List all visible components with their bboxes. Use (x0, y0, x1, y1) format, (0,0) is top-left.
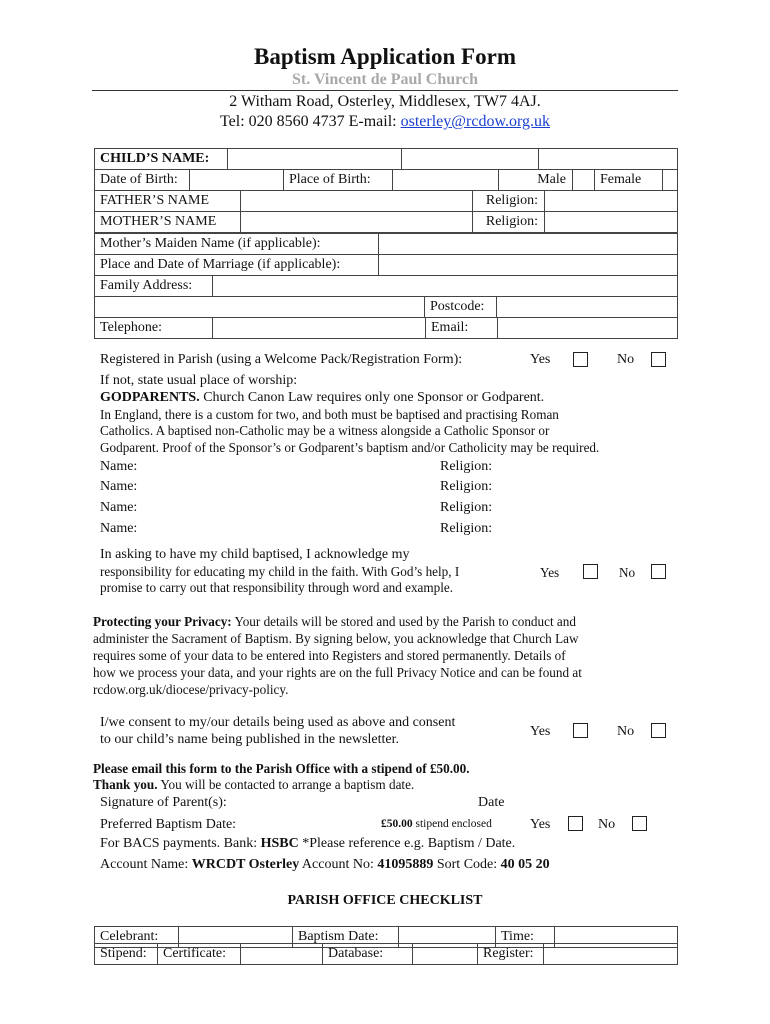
thank-you: Thank you. (93, 777, 158, 792)
godparent-religion-label: Religion: (440, 521, 493, 536)
father-religion-label: Religion: (473, 191, 545, 212)
sort-code-label: Sort Code: (433, 857, 501, 872)
female-label: Female (595, 170, 663, 191)
childs-name-label: CHILD’S NAME: (95, 149, 228, 170)
male-checkbox[interactable] (573, 170, 595, 191)
usual-worship-label: If not, state usual place of worship: (100, 373, 298, 388)
account-name: WRCDT Osterley (191, 857, 300, 872)
mother-religion-field[interactable] (545, 212, 678, 233)
privacy-line2: administer the Sacrament of Baptism. By signing below, you acknowledge that Church Law (93, 631, 579, 646)
database-label: Database: (323, 944, 413, 965)
email-label: Email: (426, 318, 498, 339)
mother-religion-label: Religion: (473, 212, 545, 233)
register-field[interactable] (544, 944, 678, 965)
privacy-text: Your details will be stored and used by the Parish to conduct and (231, 614, 576, 629)
celebrant-label: Celebrant: (95, 927, 179, 948)
postcode-field[interactable] (497, 297, 678, 318)
certificate-field[interactable] (241, 944, 323, 965)
telephone-row (94, 317, 678, 339)
dob-field[interactable] (190, 170, 284, 191)
mother-row (94, 211, 678, 233)
sort-code: 40 05 20 (500, 857, 550, 872)
consent-yes-checkbox[interactable] (573, 723, 588, 738)
birth-row (94, 169, 678, 191)
acknowledge-line2: responsibility for educating my child in the faith. With God’s help, I (100, 564, 460, 579)
family-address-label: Family Address: (95, 276, 213, 297)
privacy-line5: rcdow.org.uk/diocese/privacy-policy. (93, 682, 289, 697)
privacy-line4: how we process your data, and your rights are on the full Privacy Notice and can be found at (93, 665, 582, 680)
marriage-label: Place and Date of Marriage (if applicable): (95, 255, 379, 276)
acknowledge-yes-checkbox[interactable] (583, 564, 598, 579)
church-name: St. Vincent de Paul Church (292, 71, 478, 88)
father-religion-field[interactable] (545, 191, 678, 212)
stipend-yes-label: Yes (530, 817, 551, 832)
stipend-text: stipend enclosed (412, 818, 492, 830)
godparent-religion-label: Religion: (440, 479, 493, 494)
marriage-row (94, 254, 678, 276)
marriage-field[interactable] (379, 255, 678, 276)
stipend-yes-checkbox[interactable] (568, 816, 583, 831)
account-line (100, 857, 550, 873)
godparent-name-label: Name: (100, 459, 138, 474)
acknowledge-no-checkbox[interactable] (651, 564, 666, 579)
godparents-intro (100, 390, 544, 406)
fathers-name-field[interactable] (241, 191, 473, 212)
pob-field[interactable] (393, 170, 499, 191)
fathers-name-label: FATHER’S NAME (95, 191, 241, 212)
bacs-prefix: For BACS payments. Bank: (100, 836, 261, 851)
consent-line2: to our child’s name being published in the newsletter. (100, 732, 399, 747)
mothers-name-label: MOTHER’S NAME (95, 212, 241, 233)
stipend-amount: £50.00 (381, 818, 413, 830)
account-no-label: Account No: (299, 857, 378, 872)
registered-question: Registered in Parish (using a Welcome Pack/Registration Form): (100, 352, 463, 367)
contact-phone: Tel: 020 8560 4737 E-mail: (219, 113, 401, 130)
acknowledge-no-label: No (619, 565, 636, 580)
church-address: 2 Witham Road, Osterley, Middlesex, TW7 4AJ. (229, 93, 541, 110)
father-row (94, 190, 678, 212)
childs-name-field-2[interactable] (402, 149, 539, 170)
account-name-label: Account Name: (100, 857, 192, 872)
date-label: Date (478, 795, 505, 810)
female-checkbox[interactable] (663, 170, 678, 191)
privacy-heading: Protecting your Privacy: (93, 614, 232, 629)
telephone-field[interactable] (213, 318, 426, 339)
privacy-line1 (93, 614, 576, 630)
stipend-enclosed (381, 818, 492, 830)
registered-no-label: No (617, 352, 635, 367)
header-divider (92, 90, 678, 91)
maiden-name-label: Mother’s Maiden Name (if applicable): (95, 234, 379, 255)
church-contact (0, 113, 770, 131)
consent-yes-label: Yes (530, 724, 551, 739)
godparents-line4: Godparent. Proof of the Sponsor’s or Godparent’s baptism and/or Catholicity may be required. (100, 440, 600, 455)
bacs-line (100, 836, 515, 852)
childs-name-field[interactable] (228, 149, 402, 170)
address-continued-field[interactable] (95, 297, 425, 318)
checklist-row-2 (94, 943, 678, 965)
male-label: Male (499, 170, 573, 191)
preferred-date-label: Preferred Baptism Date: (100, 817, 237, 832)
stipend-no-checkbox[interactable] (632, 816, 647, 831)
certificate-label: Certificate: (158, 944, 241, 965)
godparents-line2: In England, there is a custom for two, and both must be baptised and practising Roman (100, 407, 559, 422)
signature-label: Signature of Parent(s): (100, 795, 227, 810)
form-title: Baptism Application Form (254, 44, 516, 69)
registered-yes-label: Yes (530, 352, 551, 367)
godparents-line3: Catholics. A baptised non-Catholic may be a witness alongside a Catholic Sponsor or (100, 423, 550, 438)
maiden-name-field[interactable] (379, 234, 678, 255)
email-instruction: Please email this form to the Parish Office with a stipend of £50.00. (93, 761, 470, 776)
mothers-name-field[interactable] (241, 212, 473, 233)
thank-you-text: You will be contacted to arrange a baptism date. (157, 777, 415, 792)
godparent-name-label: Name: (100, 479, 138, 494)
acknowledge-line1: In asking to have my child baptised, I acknowledge my (100, 547, 410, 562)
godparents-heading: GODPARENTS. (100, 390, 200, 405)
godparent-religion-label: Religion: (440, 459, 493, 474)
bank-name: HSBC (260, 836, 299, 851)
postcode-row (94, 296, 678, 318)
consent-no-label: No (617, 724, 635, 739)
maiden-row (94, 233, 678, 255)
postcode-label: Postcode: (425, 297, 497, 318)
privacy-line3: requires some of your data to be entered into Registers and stored permanently. Details of (93, 648, 566, 663)
godparents-line1: Church Canon Law requires only one Sponsor or Godparent. (199, 390, 545, 405)
consent-line1: I/we consent to my/our details being used as above and consent (100, 715, 456, 730)
telephone-label: Telephone: (95, 318, 213, 339)
address-row (94, 275, 678, 297)
godparent-name-label: Name: (100, 500, 138, 515)
godparent-religion-label: Religion: (440, 500, 493, 515)
register-label: Register: (478, 944, 544, 965)
dob-label: Date of Birth: (95, 170, 190, 191)
stipend-no-label: No (598, 817, 616, 832)
child-details-table (94, 148, 678, 170)
thank-you-line (93, 777, 414, 793)
acknowledge-yes-label: Yes (540, 565, 560, 580)
bacs-reference: *Please reference e.g. Baptism / Date. (298, 836, 516, 851)
consent-no-checkbox[interactable] (651, 723, 666, 738)
account-no: 41095889 (377, 857, 434, 872)
pob-label: Place of Birth: (284, 170, 393, 191)
email-field[interactable] (498, 318, 678, 339)
childs-name-field-3[interactable] (539, 149, 678, 170)
baptism-date-label: Baptism Date: (293, 927, 399, 948)
registered-no-checkbox[interactable] (651, 352, 666, 367)
email-link[interactable]: osterley@rcdow.org.uk (400, 113, 550, 130)
godparent-name-label: Name: (100, 521, 138, 536)
checklist-title: PARISH OFFICE CHECKLIST (287, 893, 483, 908)
database-field[interactable] (413, 944, 478, 965)
time-label: Time: (496, 927, 555, 948)
registered-yes-checkbox[interactable] (573, 352, 588, 367)
stipend-label: Stipend: (95, 944, 158, 965)
acknowledge-line3: promise to carry out that responsibility through word and example. (100, 580, 454, 595)
family-address-field[interactable] (213, 276, 678, 297)
